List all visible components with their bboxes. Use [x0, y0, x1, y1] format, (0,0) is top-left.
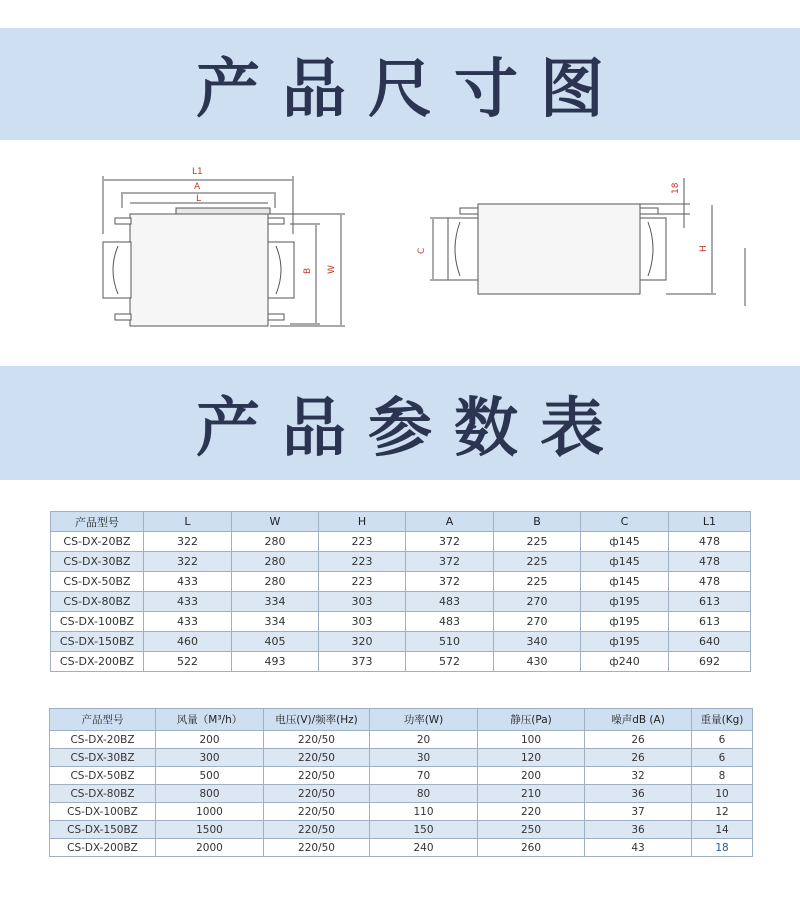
top-view-diagram [0, 148, 380, 356]
value-cell: ф195 [581, 592, 669, 612]
label-l: L [196, 194, 202, 204]
label-l1: L1 [192, 167, 203, 177]
side-view-diagram [400, 148, 780, 356]
value-cell: 372 [406, 552, 494, 572]
value-cell: 6 [692, 749, 753, 767]
value-cell: 320 [319, 632, 406, 652]
value-cell: 478 [669, 552, 751, 572]
value-cell: 433 [144, 572, 232, 592]
value-cell: 30 [370, 749, 478, 767]
value-cell: 8 [692, 767, 753, 785]
value-cell: ф145 [581, 532, 669, 552]
value-cell: 6 [692, 731, 753, 749]
dimensions-row [51, 552, 751, 572]
value-cell: 483 [406, 592, 494, 612]
value-cell: 225 [494, 552, 581, 572]
value-cell: 250 [478, 821, 585, 839]
dimensions-table [50, 511, 751, 672]
value-cell: ф145 [581, 552, 669, 572]
dimensions-row [51, 532, 751, 552]
table-header-cell: L [144, 512, 232, 532]
value-cell: 36 [585, 821, 692, 839]
label-w: W [327, 265, 337, 274]
table-header-cell: 噪声dB (A) [585, 709, 692, 731]
value-cell: 1500 [156, 821, 264, 839]
model-cell: CS-DX-50BZ [51, 572, 144, 592]
model-cell: CS-DX-80BZ [51, 592, 144, 612]
value-cell: 2000 [156, 839, 264, 857]
value-cell: 300 [156, 749, 264, 767]
value-cell: 483 [406, 612, 494, 632]
value-cell: 20 [370, 731, 478, 749]
value-cell: 220/50 [264, 839, 370, 857]
model-cell: CS-DX-50BZ [50, 767, 156, 785]
table-header-cell: L1 [669, 512, 751, 532]
table-header-cell: 风量（M³/h） [156, 709, 264, 731]
value-cell: 32 [585, 767, 692, 785]
value-cell: 36 [585, 785, 692, 803]
value-cell: ф195 [581, 612, 669, 632]
model-cell: CS-DX-100BZ [51, 612, 144, 632]
value-cell: 120 [478, 749, 585, 767]
model-cell: CS-DX-80BZ [50, 785, 156, 803]
dimension-banner [0, 28, 800, 140]
dimensions-row [51, 572, 751, 592]
value-cell: 613 [669, 612, 751, 632]
performance-row [50, 767, 753, 785]
value-cell: 220/50 [264, 803, 370, 821]
table-header-cell: H [319, 512, 406, 532]
value-cell: 500 [156, 767, 264, 785]
model-cell: CS-DX-20BZ [50, 731, 156, 749]
value-cell: 260 [478, 839, 585, 857]
model-cell: CS-DX-200BZ [51, 652, 144, 672]
model-cell: CS-DX-200BZ [50, 839, 156, 857]
value-cell: 100 [478, 731, 585, 749]
dimensions-row [51, 632, 751, 652]
value-cell: 478 [669, 572, 751, 592]
label-offset: 18 [671, 182, 681, 194]
parameter-banner [0, 366, 800, 480]
value-cell: 692 [669, 652, 751, 672]
table-header-cell: 产品型号 [51, 512, 144, 532]
table-header-cell: 重量(Kg) [692, 709, 753, 731]
value-cell: 220/50 [264, 767, 370, 785]
value-cell: 322 [144, 552, 232, 572]
table-header-cell: 静压(Pa) [478, 709, 585, 731]
dimensions-row [51, 592, 751, 612]
performance-table [49, 708, 753, 857]
dimensions-row [51, 612, 751, 632]
value-cell: 37 [585, 803, 692, 821]
value-cell: 340 [494, 632, 581, 652]
value-cell: 220 [478, 803, 585, 821]
performance-row [50, 731, 753, 749]
value-cell: 70 [370, 767, 478, 785]
value-cell: 640 [669, 632, 751, 652]
table-header-cell: 产品型号 [50, 709, 156, 731]
dimension-title: 产品尺寸图 [196, 53, 626, 127]
performance-row [50, 749, 753, 767]
model-cell: CS-DX-150BZ [50, 821, 156, 839]
parameter-title: 产品参数表 [196, 392, 626, 466]
value-cell: 26 [585, 749, 692, 767]
table-header-cell: 电压(V)/频率(Hz) [264, 709, 370, 731]
value-cell: 18 [692, 839, 753, 857]
value-cell: 43 [585, 839, 692, 857]
label-b: B [303, 267, 313, 274]
value-cell: 613 [669, 592, 751, 612]
value-cell: 280 [232, 552, 319, 572]
value-cell: 478 [669, 532, 751, 552]
value-cell: 493 [232, 652, 319, 672]
performance-row [50, 821, 753, 839]
value-cell: 220/50 [264, 749, 370, 767]
value-cell: 200 [478, 767, 585, 785]
value-cell: 373 [319, 652, 406, 672]
dimensions-header-row [51, 512, 751, 532]
value-cell: 240 [370, 839, 478, 857]
value-cell: 372 [406, 532, 494, 552]
value-cell: 12 [692, 803, 753, 821]
value-cell: 220/50 [264, 821, 370, 839]
dimensions-row [51, 652, 751, 672]
label-h: H [699, 245, 709, 252]
value-cell: 430 [494, 652, 581, 672]
value-cell: 220/50 [264, 731, 370, 749]
value-cell: 10 [692, 785, 753, 803]
value-cell: 303 [319, 592, 406, 612]
value-cell: 572 [406, 652, 494, 672]
value-cell: 460 [144, 632, 232, 652]
value-cell: 280 [232, 572, 319, 592]
value-cell: 225 [494, 532, 581, 552]
table-header-cell: 功率(W) [370, 709, 478, 731]
value-cell: 80 [370, 785, 478, 803]
value-cell: 522 [144, 652, 232, 672]
value-cell: 510 [406, 632, 494, 652]
value-cell: 26 [585, 731, 692, 749]
value-cell: 223 [319, 552, 406, 572]
value-cell: 220/50 [264, 785, 370, 803]
table-header-cell: C [581, 512, 669, 532]
value-cell: 405 [232, 632, 319, 652]
value-cell: 433 [144, 612, 232, 632]
table-header-cell: B [494, 512, 581, 532]
value-cell: 223 [319, 532, 406, 552]
performance-row [50, 785, 753, 803]
dimension-diagrams [0, 148, 800, 356]
value-cell: 270 [494, 612, 581, 632]
value-cell: 433 [144, 592, 232, 612]
label-c: C [417, 247, 427, 254]
table-header-cell: W [232, 512, 319, 532]
model-cell: CS-DX-20BZ [51, 532, 144, 552]
value-cell: ф195 [581, 632, 669, 652]
value-cell: 280 [232, 532, 319, 552]
value-cell: 334 [232, 592, 319, 612]
performance-header-row [50, 709, 753, 731]
value-cell: 334 [232, 612, 319, 632]
model-cell: CS-DX-30BZ [51, 552, 144, 572]
value-cell: 14 [692, 821, 753, 839]
model-cell: CS-DX-150BZ [51, 632, 144, 652]
label-a: A [194, 182, 201, 192]
model-cell: CS-DX-30BZ [50, 749, 156, 767]
value-cell: 110 [370, 803, 478, 821]
value-cell: 372 [406, 572, 494, 592]
value-cell: ф240 [581, 652, 669, 672]
value-cell: 1000 [156, 803, 264, 821]
value-cell: 223 [319, 572, 406, 592]
performance-row [50, 839, 753, 857]
value-cell: 200 [156, 731, 264, 749]
value-cell: 303 [319, 612, 406, 632]
value-cell: 270 [494, 592, 581, 612]
model-cell: CS-DX-100BZ [50, 803, 156, 821]
value-cell: 800 [156, 785, 264, 803]
value-cell: 322 [144, 532, 232, 552]
table-header-cell: A [406, 512, 494, 532]
value-cell: ф145 [581, 572, 669, 592]
value-cell: 210 [478, 785, 585, 803]
value-cell: 150 [370, 821, 478, 839]
performance-row [50, 803, 753, 821]
value-cell: 225 [494, 572, 581, 592]
